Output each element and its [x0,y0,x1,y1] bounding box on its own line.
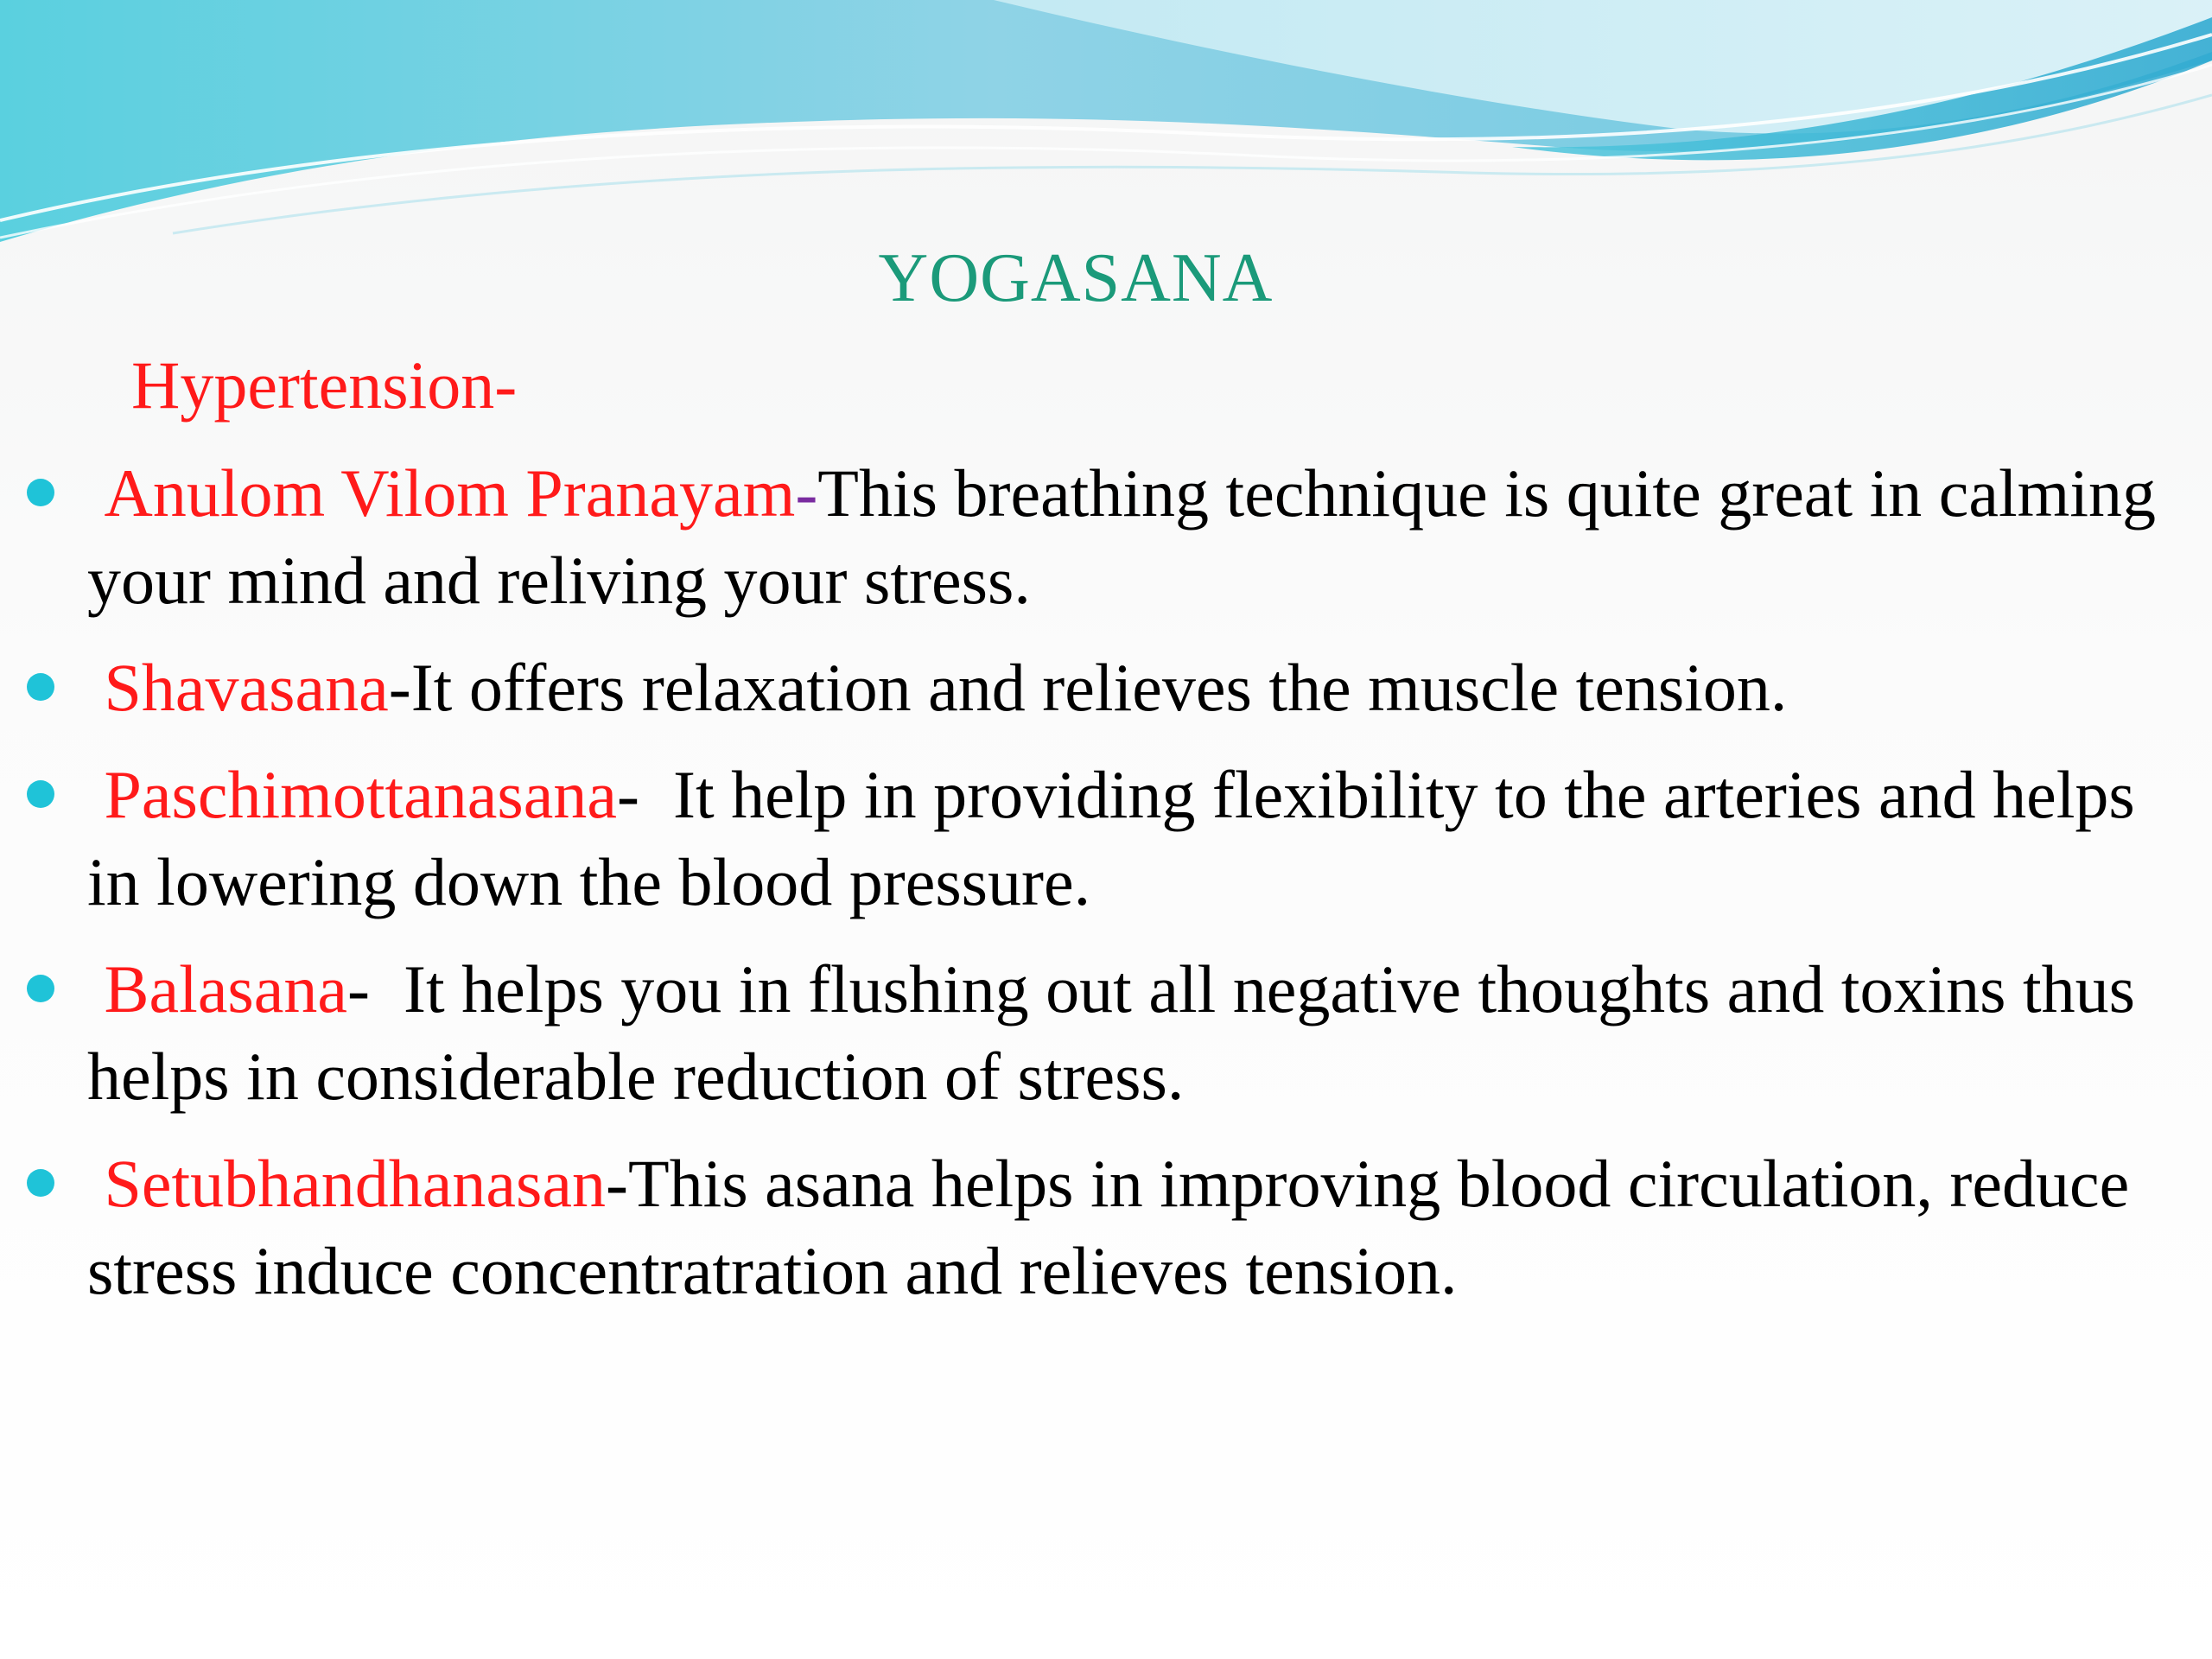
header-wave-decoration [0,0,2212,259]
list-item [0,449,2212,624]
bullet-dot-icon [27,479,54,506]
bullet-description: This breathing technique is quite great in calming your mind and reliving your stress. [87,455,2157,618]
bullet-dot-icon [27,780,54,808]
bullet-term: Anulom Vilom Pranayam [104,455,796,531]
bullet-term: Setubhandhanasan [104,1146,607,1221]
bullet-separator: - [606,1146,628,1221]
list-item [0,751,2212,925]
bullet-description: It helps you in flushing out all negative thoughts and toxins thus helps in considerable reduction of stress. [87,951,2152,1114]
bullet-dot-icon [27,673,54,701]
bullet-separator: - [347,951,371,1027]
bullet-separator: - [388,650,411,725]
bullet-term: Paschimottanasana [104,757,617,832]
bullet-term: Balasana [104,951,348,1027]
list-item [0,644,2212,731]
list-item [0,945,2212,1120]
bullet-separator: - [617,757,639,832]
bullet-dot-icon [27,1169,54,1197]
bullet-description: It help in providing flexibility to the arteries and helps in lowering down the blood pressure. [87,757,2152,919]
bullet-separator: - [795,455,818,531]
slide-title: YOGASANA [878,240,1274,316]
bullet-list [0,449,2212,1334]
list-item [0,1140,2212,1314]
bullet-dot-icon [27,975,54,1002]
bullet-description: This asana helps in improving blood circulation, reduce stress induce concentratration and relieves tension. [87,1146,2130,1308]
bullet-description: It offers relaxation and relieves the muscle tension. [410,650,1788,725]
bullet-term: Shavasana [104,650,389,725]
subheading-hypertension: Hypertension- [131,347,518,423]
